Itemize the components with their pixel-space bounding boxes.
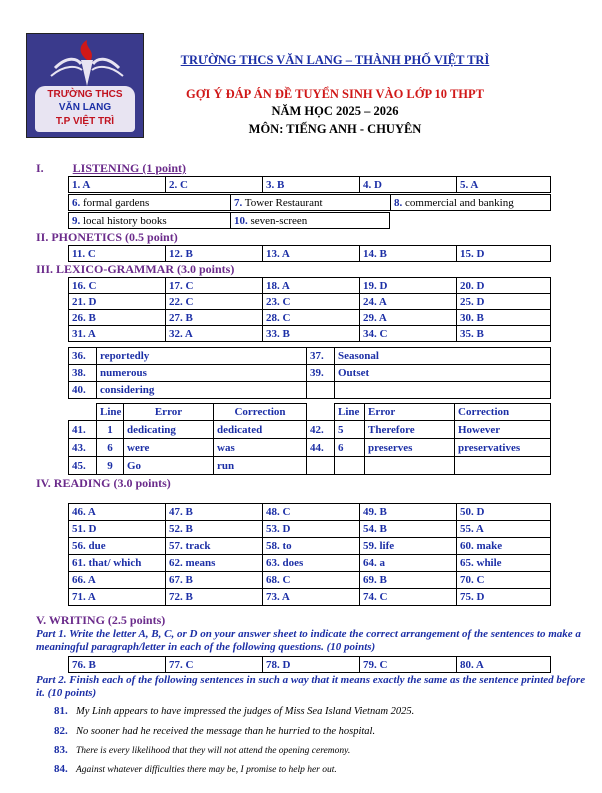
sentence-number: 82. — [54, 725, 68, 737]
answer-cell: 20. D — [457, 278, 551, 294]
table-row — [69, 538, 551, 555]
answer-cell — [231, 213, 390, 229]
sentence-text: My Linh appears to have impressed the judges of Miss Sea Island Vietnam 2025. — [76, 706, 415, 717]
answer-cell: 66. A — [69, 572, 166, 589]
answer-cell: 79. C — [360, 657, 457, 673]
section-reading-heading: IV. READING (3.0 points) — [36, 476, 171, 490]
answer-cell: 80. A — [457, 657, 551, 673]
question-number: 39. — [307, 365, 335, 382]
question-number: 41. — [69, 421, 97, 439]
correction-word: was — [214, 439, 307, 457]
error-word: preserves — [365, 439, 455, 457]
answer-cell: 30. B — [457, 310, 551, 326]
answer-cell: 27. B — [166, 310, 263, 326]
school-logo — [26, 33, 144, 138]
table-row — [69, 365, 551, 382]
section-phonetics-heading: II. PHONETICS (0.5 point) — [36, 230, 178, 244]
answer-cell: 1. A — [69, 177, 166, 193]
table-row — [69, 246, 551, 262]
logo-line-3: T.P VIỆT TRÌ — [55, 116, 115, 127]
table-row — [69, 572, 551, 589]
answer-text: commercial and banking — [402, 196, 514, 209]
answer-cell: 4. D — [360, 177, 457, 193]
listening-table — [68, 176, 551, 193]
answer-cell — [69, 195, 231, 211]
answer-cell: 51. D — [69, 521, 166, 538]
answer-cell — [391, 195, 551, 211]
correction-word: run — [214, 457, 307, 475]
column-header-error: Error — [365, 404, 455, 421]
line-number: 5 — [335, 421, 365, 439]
answer-cell: 57. track — [166, 538, 263, 555]
answer-cell: 25. D — [457, 294, 551, 310]
word-form-table — [68, 347, 551, 399]
answer-cell: 74. C — [360, 589, 457, 606]
line-number: 1 — [97, 421, 124, 439]
correction-word: preservatives — [455, 439, 551, 457]
answer-cell: reportedly — [97, 348, 307, 365]
table-row — [69, 326, 551, 342]
empty-cell — [455, 457, 551, 475]
answer-cell: 59. life — [360, 538, 457, 555]
answer-cell: 60. make — [457, 538, 551, 555]
error-word: were — [124, 439, 214, 457]
table-row — [69, 213, 390, 229]
answer-cell — [231, 195, 391, 211]
answer-cell: 29. A — [360, 310, 457, 326]
answer-text: seven-screen — [247, 214, 308, 227]
answer-cell: 3. B — [263, 177, 360, 193]
answer-cell: 78. D — [263, 657, 360, 673]
line-number: 9 — [97, 457, 124, 475]
reading-table — [68, 503, 551, 606]
table-row — [69, 521, 551, 538]
table-row — [69, 421, 551, 439]
question-number: 6. — [72, 196, 81, 209]
answer-text: Tower Restaurant — [242, 196, 323, 209]
empty-cell — [307, 457, 335, 475]
answer-cell: 14. B — [360, 246, 457, 262]
question-number: 8. — [394, 196, 403, 209]
logo-line-2: VĂN LANG — [58, 102, 112, 113]
answer-cell: 52. B — [166, 521, 263, 538]
question-number: 10. — [234, 214, 248, 227]
section-lexico-heading: III. LEXICO-GRAMMAR (3.0 points) — [36, 262, 235, 276]
table-row — [69, 555, 551, 572]
sentence-item — [54, 743, 350, 758]
answer-cell: 28. C — [263, 310, 360, 326]
answer-text: formal gardens — [80, 196, 150, 209]
answer-cell: 77. C — [166, 657, 263, 673]
answer-cell: 68. C — [263, 572, 360, 589]
answer-text: local history books — [80, 214, 167, 227]
answer-cell: 67. B — [166, 572, 263, 589]
table-row — [69, 504, 551, 521]
answer-cell: 21. D — [69, 294, 166, 310]
answer-cell: 73. A — [263, 589, 360, 606]
question-number: 37. — [307, 348, 335, 365]
table-row — [69, 278, 551, 294]
table-row — [69, 310, 551, 326]
torch-icon — [47, 38, 127, 88]
column-header-correction: Correction — [455, 404, 551, 421]
answer-cell: 56. due — [69, 538, 166, 555]
answer-cell: 18. A — [263, 278, 360, 294]
table-row — [69, 195, 551, 211]
answer-cell: 71. A — [69, 589, 166, 606]
sentence-item — [54, 762, 337, 777]
table-row — [69, 657, 551, 673]
answer-cell: 72. B — [166, 589, 263, 606]
answer-cell: 22. C — [166, 294, 263, 310]
answer-cell: 76. B — [69, 657, 166, 673]
answer-cell: 54. B — [360, 521, 457, 538]
answer-cell: 2. C — [166, 177, 263, 193]
answer-cell: 15. D — [457, 246, 551, 262]
answer-cell: 13. A — [263, 246, 360, 262]
answer-cell: 24. A — [360, 294, 457, 310]
answer-cell: 33. B — [263, 326, 360, 342]
column-header-line: Line — [335, 404, 365, 421]
answer-cell: 34. C — [360, 326, 457, 342]
part2-instruction: Part 2. Finish each of the following sentences in such a way that it means exactly the same as the sentence printed before it. (10 points) — [36, 674, 586, 699]
table-row — [69, 177, 551, 193]
question-number: 36. — [69, 348, 97, 365]
part1-instruction: Part 1. Write the letter A, B, C, or D on your answer sheet to indicate the correct arrangement of the sentences to make a meaningful paragraph/letter in each of the following questions. (10 points) — [36, 628, 581, 653]
answer-cell: Seasonal — [335, 348, 551, 365]
answer-cell: 63. does — [263, 555, 360, 572]
answer-cell: 32. A — [166, 326, 263, 342]
answer-cell: 49. B — [360, 504, 457, 521]
answer-cell: 70. C — [457, 572, 551, 589]
sentence-item — [54, 724, 375, 739]
page-title: GỢI Ý ĐÁP ÁN ĐỀ TUYỂN SINH VÀO LỚP 10 THPT — [186, 87, 484, 101]
empty-cell — [307, 382, 335, 399]
empty-cell — [307, 404, 335, 421]
answer-cell: 19. D — [360, 278, 457, 294]
line-number: 6 — [97, 439, 124, 457]
question-number: 45. — [69, 457, 97, 475]
question-number: 9. — [72, 214, 81, 227]
answer-cell: 65. while — [457, 555, 551, 572]
column-header-correction: Correction — [214, 404, 307, 421]
empty-cell — [335, 382, 551, 399]
answer-cell: 35. B — [457, 326, 551, 342]
line-number: 6 — [335, 439, 365, 457]
phonetics-table — [68, 245, 551, 262]
answer-cell: 64. a — [360, 555, 457, 572]
answer-cell: 23. C — [263, 294, 360, 310]
school-year: NĂM HỌC 2025 – 2026 — [271, 104, 399, 118]
empty-cell — [335, 457, 365, 475]
answer-cell: 47. B — [166, 504, 263, 521]
question-number: 43. — [69, 439, 97, 457]
answer-cell: numerous — [97, 365, 307, 382]
column-header-error: Error — [124, 404, 214, 421]
table-header-row — [69, 404, 551, 421]
table-row — [69, 348, 551, 365]
correction-word: dedicated — [214, 421, 307, 439]
answer-cell: 31. A — [69, 326, 166, 342]
answer-cell: considering — [97, 382, 307, 399]
section-title: LISTENING (1 point) — [72, 161, 187, 175]
sentence-text: No sooner had he received the message than he hurried to the hospital. — [76, 726, 376, 737]
answer-cell: 48. C — [263, 504, 360, 521]
sentence-item — [54, 704, 414, 719]
correction-word: However — [455, 421, 551, 439]
table-row — [69, 294, 551, 310]
sentence-number: 84. — [54, 763, 68, 775]
question-number: 40. — [69, 382, 97, 399]
section-writing-heading: V. WRITING (2.5 points) — [36, 613, 166, 627]
answer-cell: 75. D — [457, 589, 551, 606]
question-number: 7. — [234, 196, 243, 209]
writing-part1-table — [68, 656, 551, 673]
section-listening-heading — [36, 161, 186, 176]
answer-cell: 69. B — [360, 572, 457, 589]
listening-table-3 — [68, 212, 390, 229]
answer-cell: 16. C — [69, 278, 166, 294]
lexico-table — [68, 277, 551, 342]
error-word: Therefore — [365, 421, 455, 439]
answer-cell: 5. A — [457, 177, 551, 193]
answer-cell: 61. that/ which — [69, 555, 166, 572]
sentence-text: Against whatever difficulties there may be, I promise to help her out. — [76, 765, 337, 775]
table-row — [69, 457, 551, 475]
answer-cell: 11. C — [69, 246, 166, 262]
question-number: 42. — [307, 421, 335, 439]
table-row — [69, 382, 551, 399]
empty-cell — [69, 404, 97, 421]
subject: MÔN: TIẾNG ANH - CHUYÊN — [248, 122, 422, 136]
sentence-text: There is every likelihood that they will not attend the opening ceremony. — [76, 746, 351, 756]
answer-cell: Outset — [335, 365, 551, 382]
answer-cell: 26. B — [69, 310, 166, 326]
logo-line-1: TRƯỜNG THCS — [47, 89, 123, 100]
answer-cell: 53. D — [263, 521, 360, 538]
answer-cell — [69, 213, 231, 229]
table-row — [69, 439, 551, 457]
answer-cell: 50. D — [457, 504, 551, 521]
answer-cell: 12. B — [166, 246, 263, 262]
table-row — [69, 589, 551, 606]
question-number: 44. — [307, 439, 335, 457]
answer-cell: 58. to — [263, 538, 360, 555]
error-word: dedicating — [124, 421, 214, 439]
listening-table-2 — [68, 194, 551, 211]
answer-cell: 62. means — [166, 555, 263, 572]
empty-cell — [365, 457, 455, 475]
answer-cell: 55. A — [457, 521, 551, 538]
column-header-line: Line — [97, 404, 124, 421]
section-number: I. — [36, 161, 44, 175]
answer-cell: 17. C — [166, 278, 263, 294]
question-number: 38. — [69, 365, 97, 382]
sentence-number: 81. — [54, 705, 68, 717]
school-name: TRƯỜNG THCS VĂN LANG – THÀNH PHỐ VIỆT TRÌ — [180, 53, 490, 67]
error-word: Go — [124, 457, 214, 475]
answer-cell: 46. A — [69, 504, 166, 521]
sentence-number: 83. — [54, 744, 68, 756]
error-correction-table — [68, 403, 551, 475]
